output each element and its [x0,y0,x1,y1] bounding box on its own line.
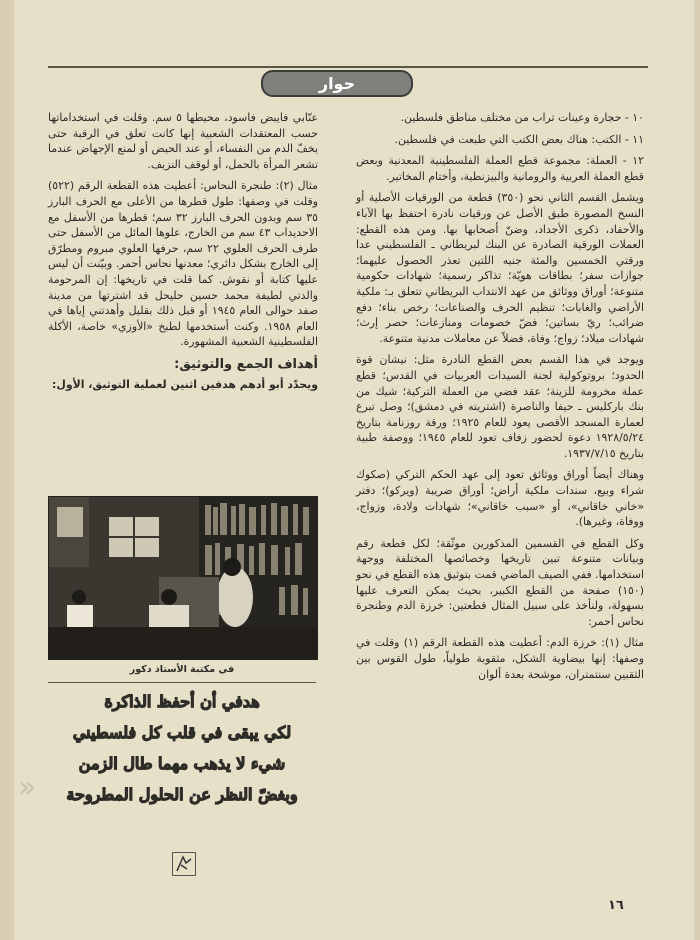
page-number: ١٦ [608,898,624,913]
quote-line: هدفي أن أحفظ الذاكرة [104,692,260,711]
header-rule [48,66,648,68]
photo-caption: في مكتبة الأستاذ دكور [129,664,235,675]
quote-divider [48,682,316,683]
paragraph: ويوجد في هذا القسم بعض القطع النادرة مثل: نيشان قوة الحدود؛ بروتوكولية لجنة السيدات العربيات في القدس؛ قطع عملة مخرومة للزينة؛ عقد فضي من العملة التركية؛ شيك من بنك باركليس ـ حيفا والناصرة (اشتريته في دمشق)؛ وصل تبرع لعمارة المسجد الأقصى يعود للعام ١٩٢٥؛ ورقة روزنامة بتاريخ ١٩٢٨/٥/٢٤ دعوة لحضور زفاف تعود للعام ١٩٤٥؛ ووصفة طبية بتاريخ ١٩٣٧/٧/١٥. [356,353,644,460]
quote-line: وبغضّ النظر عن الحلول المطروحة [66,785,298,804]
paragraph: وكل القطع في القسمين المذكورين موثّقة؛ لكل قطعة رقم وبيانات متنوعة تبين تاريخها وخصائصها المختلفة ووجهة استخدامها. ففي الصيف الماضي قمت بتوثيق هذه القطع في نحو (١٥٠) صفحة من القطع الكبير، بحيث يمكن التعرف عليها بسهولة، ولنأخذ على سبيل المثال قطعتين: خرزة الدم وطنجرة نحاس أحمر: [356,536,644,628]
library-photo [48,496,318,660]
pull-quote [48,686,316,810]
paragraph: ويحدّد أبو أدهم هدفين اثنين لعملية التوثيق، الأول: [52,377,318,391]
section-heading: أهداف الجمع والتوثيق: [174,356,318,372]
list-item: ١١ - الكتب: هناك بعض الكتب التي طبعت في فلسطين. [394,132,644,146]
paragraph: عنّابي فايبض فاسود، محيطها ٥ سم. وقلت في استخداماتها حسب المعتقدات الشعبية إنها كانت تعلق في الرقبة حتى يخفّ الدم من النفساء، أو عند الحيض أو لمنع الإجهاض عندما تشعر المرأة بالحمل، أو لوقف النزيف. [48,111,318,171]
quote-line: شيء لا يذهب مهما طال الزمن [78,754,286,773]
paragraph: مثال (٢): طنجرة النحاس: أعطيت هذه القطعة الرقم (٥٢٢) وقلت في وصفها: طول قطرها من الأعلى مع الحرف البارز ٣٥ سم وبدون الحرف البارز ٣٢ سم؛ قطرها من الأسفل مع الاحديداب ٤٣ سم من الخارج، علوها المائل من الأسفل حتى طرف الحرف العلوي ٢٢ سم، حرفها العلوي مبروم ومطرّق إلى الخارج بشكل دائري؛ معدنها نحاس أحمر. وبيّنت أن ليس عليها كتابة أو نقوش. كما قلت في تاريخها: إن المرحومة والدتي لطيفة محمد حسين حليحل قد اشترتها من مدينة صفد حوالى العام ١٩٤٥ أو قبل ذلك بقليل وأهدتني إياها في العام ١٩٥٨. وكنت أستخدمها لطبخ «الأوزي» خاصة، الأكلة الفلسطينية الشعبية المشهورة. [48,179,319,349]
paragraph: مثال (١): خرزة الدم: أعطيت هذه القطعة الرقم (١) وقلت في وصفها: إنها بيضاوية الشكل، مثقوبة طولياً، طول القوس بين الثقبين سنتمتران، موشحة بعدة ألوان [356,636,644,681]
left-column [48,110,318,399]
side-decoration: » [18,770,37,805]
quote-line: لكي يبقى في قلب كل فلسطيني [72,723,292,742]
paragraph: ويشمل القسم الثاني نحو (٣٥٠) قطعة من الورقيات الأصلية أو النسخ المصورة طبق الأصل عن ورقيات نادرة احتفظ بها الآباء والأحفاد، ذكرى الأجداد، وضنّ أصحابها بها. ومن هذه القطع: العملات الورقية الصادرة عن البنك لبريطاني ـ الفلسطيني عدا ورقتي الخمسين والمئة جنيه اللتين تعذر الحصول عليهما؛ جوازات سفر؛ بطاقات هويّة؛ تذاكر رسمية؛ شهادات حكومية متنوعة؛ أوراق ووثائق من عهد الانتداب البريطاني تتعلق بـ: ملكية الأراضي والغابات؛ تنظيم الحرف والصناعات؛ رخص بناء؛ دفع ضرائب؛ ريّ بساتين؛ فضّ خصومات ومنازعات؛ حصر إرث؛ شهادات ميلاد؛ زواج؛ وفاة، فضلاً عن معاملات مدنية متنوعة. [356,191,644,345]
right-column [356,110,644,688]
list-item: ١٢ - العملة: مجموعة قطع العملة الفلسطينية المعدنية وبعض قطع العملة العربية والرومانية والبيزنطية، وأختام المخاتير. [356,154,644,183]
magazine-logo-icon [172,852,196,876]
paragraph: وهناك أيضاً أوراق ووثائق تعود إلى عهد الحكم التركي (صكوك شراء وبيع، سندات ملكية أراض؛ أوراق ضريبة (ويركو)؛ دفتر «خاني خاقاني»، أو «سبب خاقاني»؛ شهادات ولادة، وزواج، ووفاة، وغيرها). [356,468,644,529]
list-item: ١٠ - حجارة وعينات تراب من مختلف مناطق فلسطين. [400,111,644,124]
section-banner: حوار [261,70,413,97]
